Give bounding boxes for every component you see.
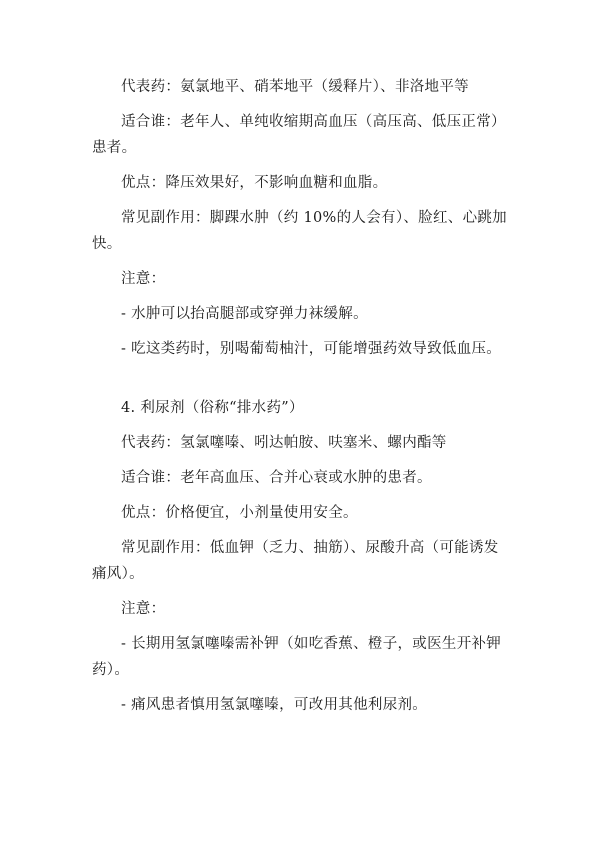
section3-side-effects: 常见副作用：脚踝水肿（约 10%的人会有）、脸红、心跳加快。 xyxy=(92,210,507,252)
section4-suitable-patients: 适合谁：老年高血压、合并心衰或水肿的患者。 xyxy=(121,470,432,486)
section3-note-item: - 水肿可以抬高腿部或穿弹力袜缓解。 xyxy=(121,306,368,322)
section3-advantages: 优点：降压效果好，不影响血糖和血脂。 xyxy=(121,175,388,191)
section4-side-effects: 常见副作用：低血钾（乏力、抽筋）、尿酸升高（可能诱发痛风）。 xyxy=(92,540,499,582)
section4-note-item: - 痛风患者慎用氢氯噻嗪，可改用其他利尿剂。 xyxy=(121,697,428,713)
section4-advantages: 优点：价格便宜，小剂量使用安全。 xyxy=(121,505,358,521)
section3-note-label: 注意： xyxy=(121,271,166,287)
document-body xyxy=(92,74,512,727)
section4-heading: 4. 利尿剂（俗称“排水药”） xyxy=(121,400,304,416)
section4-note-label: 注意： xyxy=(121,601,166,617)
section-gap xyxy=(92,371,512,395)
section3-note-item: - 吃这类药时，别喝葡萄柚汁，可能增强药效导致低血压。 xyxy=(121,341,502,357)
section3-suitable-patients: 适合谁：老年人、单纯收缩期高血压（高压高、低压正常）患者。 xyxy=(92,114,506,156)
section4-note-item: - 长期用氢氯噻嗪需补钾（如吃香蕉、橙子，或医生开补钾药）。 xyxy=(92,636,502,678)
section4-representative-drugs: 代表药：氢氯噻嗪、吲达帕胺、呋塞米、螺内酯等 xyxy=(121,435,447,451)
section3-representative-drugs: 代表药：氨氯地平、硝苯地平（缓释片）、非洛地平等 xyxy=(121,79,469,95)
